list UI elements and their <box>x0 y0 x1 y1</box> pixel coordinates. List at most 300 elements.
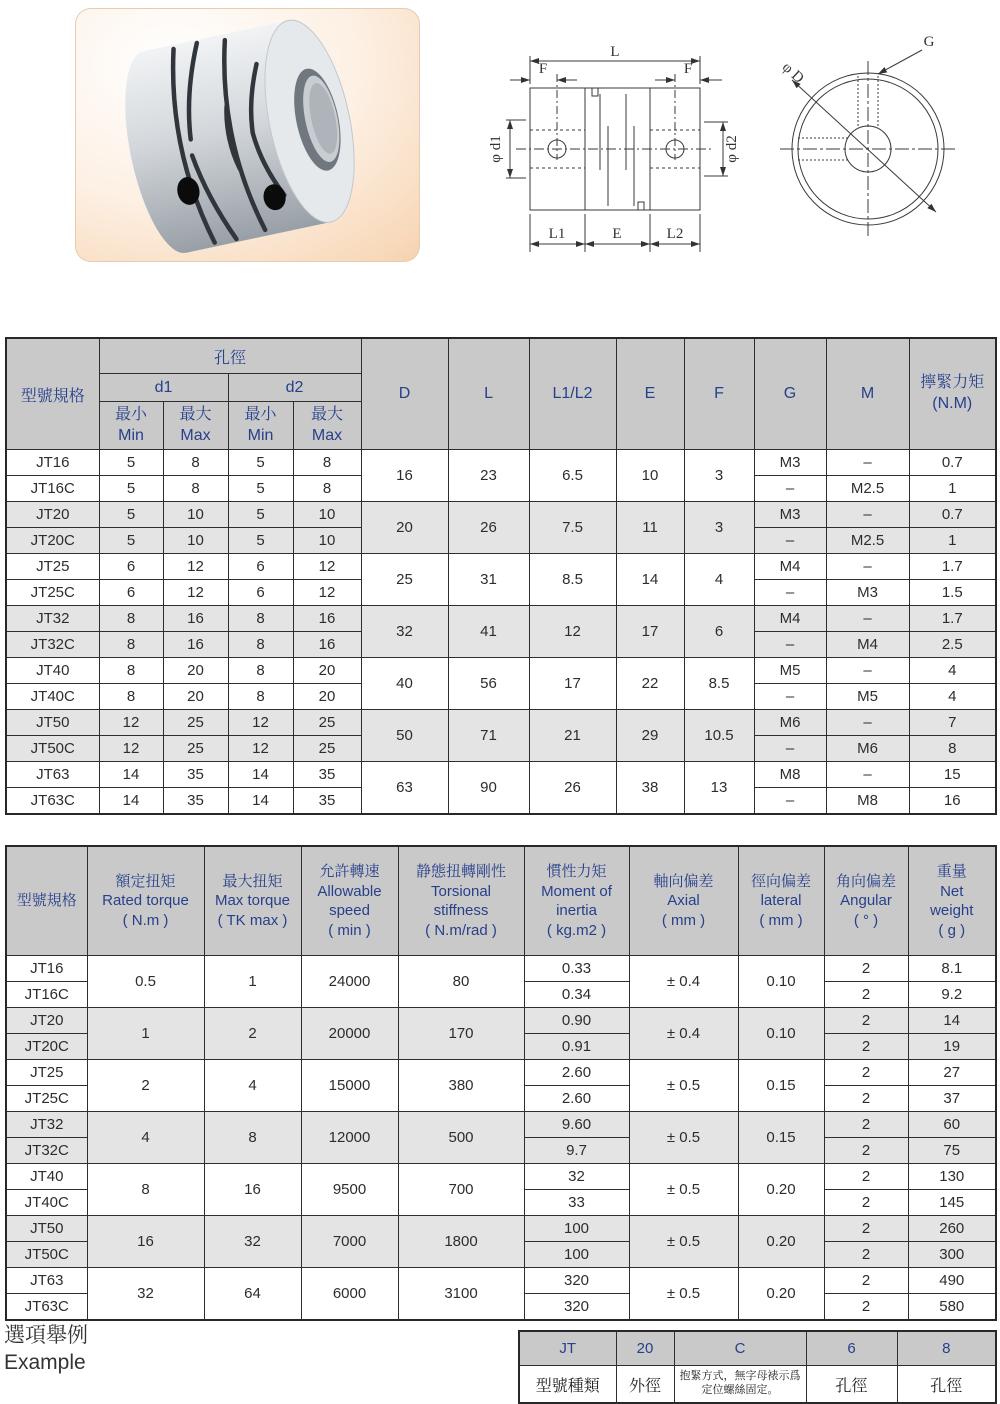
dim-label-E: E <box>612 226 622 242</box>
code-cell: 20 <box>616 1331 674 1366</box>
g-thread-cell: M5 <box>754 658 826 684</box>
speed-unit: ( min ) <box>328 921 371 939</box>
torque-cell: 2.5 <box>909 632 996 658</box>
col-header-d2: d2 <box>228 374 361 402</box>
m-thread-cell: – <box>826 450 909 476</box>
col-header-d1-max <box>163 402 228 450</box>
d2-min-cell: 6 <box>228 554 293 580</box>
col-header-stiffness <box>398 846 524 956</box>
stiffness-cell: 500 <box>398 1112 524 1164</box>
d1-min-cell: 5 <box>99 528 163 554</box>
inertia-cell: 2.60 <box>524 1060 629 1086</box>
f-cell: 3 <box>684 502 754 554</box>
lateral-en: lateral <box>760 892 802 910</box>
l1l2-cell: 17 <box>529 658 616 710</box>
length-cell: 31 <box>448 554 529 606</box>
m-thread-cell: M2.5 <box>826 528 909 554</box>
angular-cell: 2 <box>824 1060 908 1086</box>
col-header-lateral <box>738 846 824 956</box>
rated-zh: 額定扭矩 <box>115 872 176 890</box>
example-caption-en: Example <box>4 1351 86 1375</box>
d1-min-cell: 14 <box>99 788 163 815</box>
axial-cell: ± 0.5 <box>629 1060 738 1112</box>
d1-min-cell: 5 <box>99 476 163 502</box>
weight-unit: ( g ) <box>938 921 966 939</box>
table-row <box>6 554 996 580</box>
model-label: 型號規格 <box>16 892 77 910</box>
rated-torque-cell: 2 <box>87 1060 204 1112</box>
d2-max-cell: 35 <box>293 788 361 815</box>
stiffness-cell: 80 <box>398 956 524 1008</box>
angular-cell: 2 <box>824 1294 908 1321</box>
angular-cell: 2 <box>824 1216 908 1242</box>
speed-cell: 24000 <box>301 956 398 1008</box>
col-header-weight <box>908 846 996 956</box>
example-caption-zh: 選項舉例 <box>4 1324 88 1347</box>
dim-label-F-right: F <box>683 61 693 77</box>
max-en: Max <box>180 426 211 444</box>
axial-unit: ( mm ) <box>661 911 706 929</box>
example-caption <box>4 1322 88 1377</box>
m-thread-cell: – <box>826 658 909 684</box>
col-header-d1: d1 <box>99 374 228 402</box>
torque-cell: 1.5 <box>909 580 996 606</box>
col-header-axial <box>629 846 738 956</box>
maxt-en: Max torque <box>214 892 291 910</box>
model-cell: JT20 <box>6 502 99 528</box>
lateral-cell: 0.20 <box>738 1164 824 1216</box>
d2-max-cell: 8 <box>293 476 361 502</box>
inertia-cell: 320 <box>524 1268 629 1294</box>
g-thread-cell: – <box>754 684 826 710</box>
outer-diameter-cell: 40 <box>361 658 448 710</box>
max-torque-cell: 16 <box>204 1164 301 1216</box>
stiffness-cell: 170 <box>398 1008 524 1060</box>
d2-max-cell: 16 <box>293 606 361 632</box>
f-cell: 3 <box>684 450 754 502</box>
col-header-bore: 孔徑 <box>99 338 361 374</box>
axial-zh: 軸向偏差 <box>653 872 714 890</box>
g-thread-cell: M6 <box>754 710 826 736</box>
f-cell: 6 <box>684 606 754 658</box>
torque-cell: 1.7 <box>909 554 996 580</box>
col-header-angular <box>824 846 908 956</box>
model-cell: JT16C <box>6 476 99 502</box>
d2-max-cell: 10 <box>293 528 361 554</box>
angular-cell: 2 <box>824 1138 908 1164</box>
col-header-speed <box>301 846 398 956</box>
f-cell: 4 <box>684 554 754 606</box>
torque-cell: 16 <box>909 788 996 815</box>
weight-cell: 8.1 <box>908 956 996 982</box>
lateral-zh: 徑向偏差 <box>750 872 811 890</box>
torque-cell: 4 <box>909 658 996 684</box>
m-thread-cell: – <box>826 762 909 788</box>
model-cell: JT50C <box>6 736 99 762</box>
model-cell: JT63 <box>6 762 99 788</box>
rated-torque-cell: 1 <box>87 1008 204 1060</box>
outer-diameter-cell: 20 <box>361 502 448 554</box>
weight-cell: 300 <box>908 1242 996 1268</box>
weight-cell: 60 <box>908 1112 996 1138</box>
g-thread-cell: – <box>754 736 826 762</box>
length-cell: 26 <box>448 502 529 554</box>
stiff-en2: stiffness <box>433 902 489 919</box>
d1-max-cell: 12 <box>163 580 228 606</box>
angular-en: Angular <box>840 892 892 910</box>
lateral-cell: 0.10 <box>738 956 824 1008</box>
model-cell: JT50 <box>6 710 99 736</box>
max-torque-cell: 32 <box>204 1216 301 1268</box>
weight-en1: Net <box>940 882 964 900</box>
col-header-E: E <box>616 338 684 450</box>
dim-label-F-left: F <box>538 61 548 77</box>
d1-max-cell: 20 <box>163 658 228 684</box>
speed-cell: 20000 <box>301 1008 398 1060</box>
code-cell: JT <box>519 1331 616 1366</box>
torque-cell: 0.7 <box>909 502 996 528</box>
lateral-cell: 0.10 <box>738 1008 824 1060</box>
ordering-example-table <box>518 1330 997 1404</box>
d2-max-cell: 10 <box>293 502 361 528</box>
dim-label-L1: L1 <box>548 226 566 242</box>
m-thread-cell: M2.5 <box>826 476 909 502</box>
model-cell: JT20 <box>6 1008 87 1034</box>
outer-diameter-cell: 25 <box>361 554 448 606</box>
torque-label-zh: 擰緊力矩 <box>920 374 985 392</box>
coupling-illustration <box>75 8 420 262</box>
angular-cell: 2 <box>824 1242 908 1268</box>
stiff-unit: ( N.m/rad ) <box>425 921 497 939</box>
table-row <box>519 1331 996 1366</box>
speed-en1: Allowable <box>317 882 382 900</box>
torque-cell: 8 <box>909 736 996 762</box>
d2-min-cell: 8 <box>228 684 293 710</box>
f-cell: 13 <box>684 762 754 815</box>
model-cell: JT20C <box>6 1034 87 1060</box>
product-photo <box>75 8 420 262</box>
d1-min-cell: 5 <box>99 502 163 528</box>
table-row <box>6 1216 996 1242</box>
angular-cell: 2 <box>824 1086 908 1112</box>
torque-cell: 0.7 <box>909 450 996 476</box>
angular-cell: 2 <box>824 1164 908 1190</box>
e-cell: 38 <box>616 762 684 815</box>
angular-cell: 2 <box>824 1112 908 1138</box>
g-thread-cell: M8 <box>754 762 826 788</box>
inertia-cell: 9.7 <box>524 1138 629 1164</box>
col-header-inertia <box>524 846 629 956</box>
angular-cell: 2 <box>824 956 908 982</box>
meaning-cell: 孔徑 <box>897 1366 996 1404</box>
d2-max-cell: 25 <box>293 710 361 736</box>
speed-cell: 6000 <box>301 1268 398 1321</box>
e-cell: 17 <box>616 606 684 658</box>
table-row <box>6 1112 996 1138</box>
dim-label-d1: φ d1 <box>488 135 504 163</box>
e-cell: 29 <box>616 710 684 762</box>
max-en: Max <box>311 426 343 444</box>
speed-en2: speed <box>329 902 370 919</box>
inertia-en1: Moment of <box>541 882 612 900</box>
model-cell: JT40C <box>6 684 99 710</box>
d1-max-cell: 35 <box>163 788 228 815</box>
d2-min-cell: 5 <box>228 528 293 554</box>
model-cell: JT63C <box>6 788 99 815</box>
e-cell: 14 <box>616 554 684 606</box>
dimension-table <box>5 337 997 815</box>
l1l2-cell: 12 <box>529 606 616 658</box>
l1l2-cell: 21 <box>529 710 616 762</box>
weight-cell: 580 <box>908 1294 996 1321</box>
g-thread-cell: – <box>754 580 826 606</box>
torque-cell: 1 <box>909 476 996 502</box>
torque-cell: 15 <box>909 762 996 788</box>
col-header-d2-min <box>228 402 293 450</box>
col-header-L1L2: L1/L2 <box>529 338 616 450</box>
inertia-unit: ( kg.m2 ) <box>546 921 607 939</box>
col-header-model: 型號規格 <box>6 338 99 450</box>
stiffness-cell: 3100 <box>398 1268 524 1321</box>
d1-max-cell: 16 <box>163 632 228 658</box>
m-thread-cell: – <box>826 710 909 736</box>
model-cell: JT25 <box>6 554 99 580</box>
model-cell: JT16 <box>6 956 87 982</box>
code-cell: 8 <box>897 1331 996 1366</box>
col-header-max-torque <box>204 846 301 956</box>
model-cell: JT40 <box>6 1164 87 1190</box>
dim-label-L2: L2 <box>666 226 684 242</box>
table-row <box>6 1008 996 1034</box>
torque-cell: 1 <box>909 528 996 554</box>
min-zh: 最小 <box>244 405 277 423</box>
speed-zh: 允許轉速 <box>319 863 380 880</box>
model-cell: JT25C <box>6 1086 87 1112</box>
d1-max-cell: 8 <box>163 476 228 502</box>
d2-max-cell: 25 <box>293 736 361 762</box>
lateral-cell: 0.20 <box>738 1216 824 1268</box>
d2-max-cell: 20 <box>293 684 361 710</box>
length-cell: 23 <box>448 450 529 502</box>
col-header-G: G <box>754 338 826 450</box>
model-cell: JT16 <box>6 450 99 476</box>
code-cell: C <box>674 1331 806 1366</box>
col-header-rated-torque <box>87 846 204 956</box>
weight-cell: 9.2 <box>908 982 996 1008</box>
d2-min-cell: 14 <box>228 788 293 815</box>
m-thread-cell: M8 <box>826 788 909 815</box>
d1-max-cell: 20 <box>163 684 228 710</box>
model-cell: JT50 <box>6 1216 87 1242</box>
model-cell: JT63 <box>6 1268 87 1294</box>
weight-zh: 重量 <box>936 863 967 880</box>
d2-max-cell: 20 <box>293 658 361 684</box>
table-row <box>519 1366 996 1404</box>
g-thread-cell: – <box>754 528 826 554</box>
inertia-cell: 100 <box>524 1242 629 1268</box>
weight-en2: weight <box>930 902 974 919</box>
col-header-L: L <box>448 338 529 450</box>
meaning-cell: 抱緊方式，無字母裱示爲定位螺絲固定。 <box>674 1366 806 1404</box>
table-row <box>6 1060 996 1086</box>
model-cell: JT32C <box>6 1138 87 1164</box>
d1-min-cell: 6 <box>99 580 163 606</box>
rated-torque-cell: 0.5 <box>87 956 204 1008</box>
d2-min-cell: 5 <box>228 502 293 528</box>
m-thread-cell: – <box>826 554 909 580</box>
d2-min-cell: 5 <box>228 450 293 476</box>
meaning-cell: 外徑 <box>616 1366 674 1404</box>
length-cell: 90 <box>448 762 529 815</box>
weight-cell: 260 <box>908 1216 996 1242</box>
model-cell: JT40C <box>6 1190 87 1216</box>
dim-label-L: L <box>610 44 620 60</box>
performance-table <box>5 845 997 1321</box>
d1-max-cell: 10 <box>163 528 228 554</box>
angular-unit: ( ° ) <box>853 911 879 929</box>
col-header-F: F <box>684 338 754 450</box>
m-thread-cell: – <box>826 606 909 632</box>
rated-unit: ( N.m ) <box>122 911 169 929</box>
g-thread-cell: – <box>754 788 826 815</box>
g-thread-cell: M4 <box>754 554 826 580</box>
angular-cell: 2 <box>824 982 908 1008</box>
rated-torque-cell: 32 <box>87 1268 204 1321</box>
maxt-zh: 最大扭矩 <box>222 872 283 890</box>
d1-min-cell: 8 <box>99 606 163 632</box>
d2-min-cell: 12 <box>228 710 293 736</box>
length-cell: 41 <box>448 606 529 658</box>
d2-min-cell: 8 <box>228 632 293 658</box>
inertia-cell: 9.60 <box>524 1112 629 1138</box>
d1-min-cell: 14 <box>99 762 163 788</box>
d1-max-cell: 25 <box>163 710 228 736</box>
g-thread-cell: M3 <box>754 450 826 476</box>
m-thread-cell: M6 <box>826 736 909 762</box>
axial-cell: ± 0.5 <box>629 1164 738 1216</box>
angular-cell: 2 <box>824 1268 908 1294</box>
axial-en: Axial <box>667 892 700 910</box>
table-row <box>6 658 996 684</box>
e-cell: 11 <box>616 502 684 554</box>
angular-cell: 2 <box>824 1190 908 1216</box>
min-en: Min <box>118 426 144 444</box>
d1-max-cell: 16 <box>163 606 228 632</box>
d2-max-cell: 8 <box>293 450 361 476</box>
table-row <box>6 762 996 788</box>
lateral-unit: ( mm ) <box>759 911 803 929</box>
max-zh: 最大 <box>179 405 212 423</box>
axial-cell: ± 0.4 <box>629 1008 738 1060</box>
g-thread-cell: – <box>754 476 826 502</box>
min-zh: 最小 <box>114 405 147 423</box>
d2-min-cell: 14 <box>228 762 293 788</box>
d2-min-cell: 6 <box>228 580 293 606</box>
m-thread-cell: M4 <box>826 632 909 658</box>
inertia-zh: 慣性力矩 <box>546 863 607 880</box>
f-cell: 10.5 <box>684 710 754 762</box>
weight-cell: 19 <box>908 1034 996 1060</box>
table-row <box>6 606 996 632</box>
torque-cell: 1.7 <box>909 606 996 632</box>
d1-min-cell: 6 <box>99 554 163 580</box>
angular-zh: 角向偏差 <box>835 872 896 890</box>
stiffness-cell: 700 <box>398 1164 524 1216</box>
d1-min-cell: 5 <box>99 450 163 476</box>
model-cell: JT25 <box>6 1060 87 1086</box>
d2-min-cell: 8 <box>228 658 293 684</box>
max-zh: 最大 <box>311 405 344 423</box>
min-en: Min <box>247 426 274 444</box>
col-header-d2-max <box>293 402 361 450</box>
max-torque-cell: 1 <box>204 956 301 1008</box>
dim-label-d2: φ d2 <box>724 135 740 163</box>
inertia-en2: inertia <box>556 902 597 919</box>
outer-diameter-cell: 16 <box>361 450 448 502</box>
torque-cell: 7 <box>909 710 996 736</box>
stiff-zh: 静態扭轉剛性 <box>415 863 506 880</box>
d2-max-cell: 16 <box>293 632 361 658</box>
outer-diameter-cell: 50 <box>361 710 448 762</box>
technical-drawing <box>480 10 1000 280</box>
d2-max-cell: 12 <box>293 580 361 606</box>
table-row <box>6 710 996 736</box>
stiffness-cell: 380 <box>398 1060 524 1112</box>
d2-max-cell: 35 <box>293 762 361 788</box>
table-row <box>6 1268 996 1294</box>
speed-cell: 9500 <box>301 1164 398 1216</box>
model-cell: JT25C <box>6 580 99 606</box>
lateral-cell: 0.15 <box>738 1060 824 1112</box>
angular-cell: 2 <box>824 1034 908 1060</box>
maxt-unit: ( TK max ) <box>217 911 288 929</box>
inertia-cell: 0.91 <box>524 1034 629 1060</box>
model-cell: JT32 <box>6 606 99 632</box>
inertia-cell: 0.90 <box>524 1008 629 1034</box>
table-row <box>6 1164 996 1190</box>
e-cell: 10 <box>616 450 684 502</box>
col-header-torque <box>909 338 996 450</box>
model-cell: JT32C <box>6 632 99 658</box>
max-torque-cell: 8 <box>204 1112 301 1164</box>
meaning-cell: 孔徑 <box>806 1366 897 1404</box>
table-row <box>6 450 996 476</box>
weight-cell: 490 <box>908 1268 996 1294</box>
f-cell: 8.5 <box>684 658 754 710</box>
l1l2-cell: 7.5 <box>529 502 616 554</box>
axial-cell: ± 0.5 <box>629 1216 738 1268</box>
rated-torque-cell: 8 <box>87 1164 204 1216</box>
weight-cell: 37 <box>908 1086 996 1112</box>
d2-min-cell: 8 <box>228 606 293 632</box>
d1-max-cell: 8 <box>163 450 228 476</box>
stiff-en1: Torsional <box>430 882 492 900</box>
axial-cell: ± 0.5 <box>629 1112 738 1164</box>
weight-cell: 75 <box>908 1138 996 1164</box>
d1-min-cell: 8 <box>99 684 163 710</box>
d2-min-cell: 5 <box>228 476 293 502</box>
stiffness-cell: 1800 <box>398 1216 524 1268</box>
dim-label-G: G <box>923 34 935 50</box>
model-cell: JT32 <box>6 1112 87 1138</box>
inertia-cell: 0.34 <box>524 982 629 1008</box>
outer-diameter-cell: 63 <box>361 762 448 815</box>
torque-unit: (N.M) <box>932 395 973 412</box>
d1-max-cell: 12 <box>163 554 228 580</box>
axial-cell: ± 0.4 <box>629 956 738 1008</box>
weight-cell: 14 <box>908 1008 996 1034</box>
weight-cell: 27 <box>908 1060 996 1086</box>
